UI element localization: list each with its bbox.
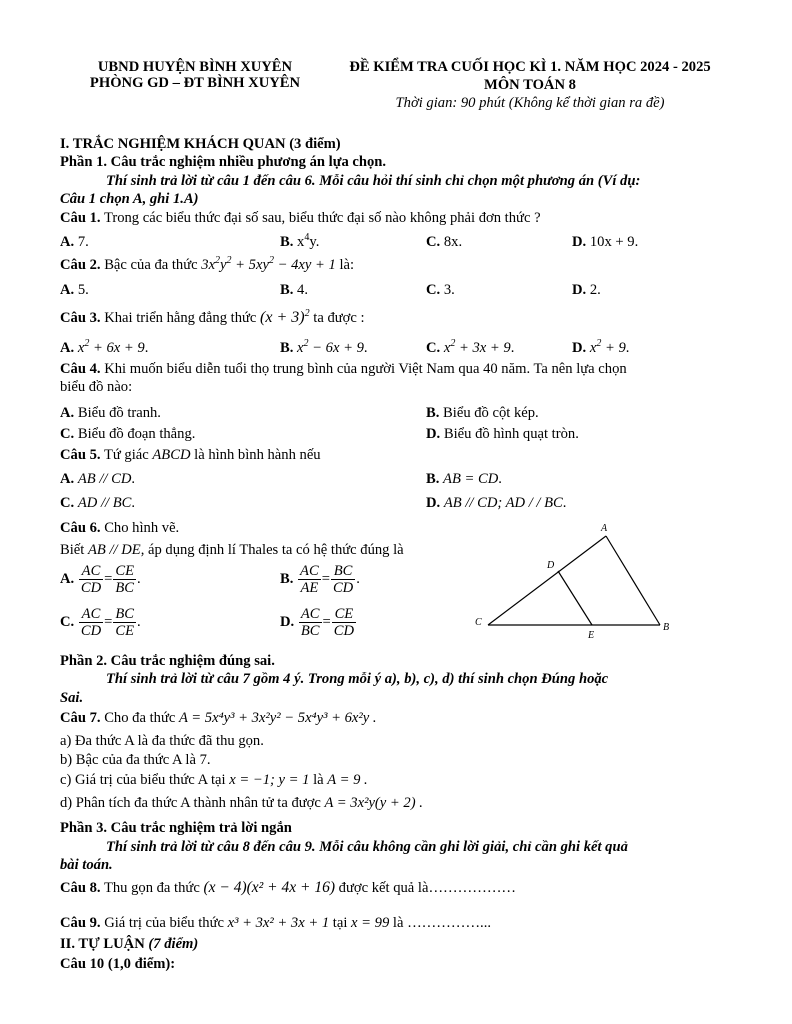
part-1-instruction: Thí sinh trả lời từ câu 1 đến câu 6. Mỗi câu hỏi thí sinh chỉ chọn một phương án (Ví dụ: (106, 173, 641, 189)
point-a-label: A (601, 523, 608, 534)
part-3-title: Phần 3. Câu trắc nghiệm trả lời ngắn (60, 820, 292, 836)
office-name: PHÒNG GD – ĐT BÌNH XUYÊN (89, 75, 301, 91)
section-2-title: II. TỰ LUẬN (7 điểm) (60, 936, 199, 952)
q4-option-c: C. Biểu đồ đoạn thẳng. (60, 426, 196, 442)
question-4: Câu 4. Khi muốn biểu diễn tuổi thọ trung bình của người Việt Nam qua 40 năm. Ta nên lựa chọn (60, 361, 627, 377)
part-2-instruction: Thí sinh trả lời từ câu 7 gồm 4 ý. Trong mỗi ý a), b), c), d) thí sinh chọn Đúng hoặc (106, 671, 609, 687)
q2-option-d: D. 2. (572, 282, 601, 298)
q1-option-a: A. 7. (60, 234, 89, 250)
exam-subject: MÔN TOÁN 8 (484, 77, 576, 93)
q4-option-b: B. Biểu đồ cột kép. (426, 405, 539, 421)
q7-statement-c: c) Giá trị của biểu thức A tại x = −1; y = 1 là A = 9 . (60, 772, 368, 788)
q1-option-b: B. $x^4y$. (280, 232, 320, 250)
q5-option-b: B. AB = CD. (426, 471, 502, 487)
q5-option-d: D. AB // CD; AD / / BC. (426, 495, 567, 511)
thales-figure (470, 520, 690, 645)
q4-option-d: D. Biểu đồ hình quạt tròn. (426, 426, 579, 442)
point-c-label: C (475, 617, 482, 628)
part-1-title: Phần 1. Câu trắc nghiệm nhiều phương án lựa chọn. (60, 154, 387, 170)
q6-option-a: A. $\frac{AC}{CD}$ = $\frac{CE}{BC}$ . (60, 563, 141, 596)
question-6: Câu 6. Cho hình vẽ. (60, 520, 180, 536)
part-2-title: Phần 2. Câu trắc nghiệm đúng sai. (60, 653, 275, 669)
q3-option-b: B. $x^2 - 6x + 9$. (280, 338, 368, 356)
section-1-title: I. TRẮC NGHIỆM KHÁCH QUAN (3 điểm) (60, 136, 341, 152)
q4-option-a: A. Biểu đồ tranh. (60, 405, 161, 421)
part-3-instruction-cont: bài toán. (60, 857, 113, 873)
segment-de (558, 571, 592, 625)
q7-statement-a: a) Đa thức A là đa thức đã thu gọn. (60, 733, 264, 749)
part-3-instruction: Thí sinh trả lời từ câu 8 đến câu 9. Mỗi câu không cần ghi lời giải, chỉ cần ghi kết quả (106, 839, 628, 855)
segment-ca (488, 536, 606, 625)
q5-option-c: C. AD // BC. (60, 495, 136, 511)
q3-option-a: A. $x^2 + 6x + 9$. (60, 338, 149, 356)
q6-option-b: B. $\frac{AC}{AE}$ = $\frac{BC}{CD}$ . (280, 563, 360, 596)
exam-title: ĐỀ KIỂM TRA CUỐI HỌC KÌ 1. NĂM HỌC 2024 - 2025 (349, 59, 711, 75)
question-6-cont: Biết AB // DE, áp dụng định lí Thales ta có hệ thức đúng là (60, 542, 404, 558)
point-b-label: B (663, 622, 670, 633)
question-9: Câu 9. Giá trị của biểu thức x³ + 3x² + 3x + 1 tại x = 99 là ……………... (60, 915, 492, 931)
q1-option-c: C. 8x. (426, 234, 463, 250)
q1-option-d: D. 10x + 9. (572, 234, 639, 250)
question-5: Câu 5. Tứ giác ABCD là hình bình hành nếu (60, 447, 321, 463)
q5-option-a: A. AB // CD. (60, 471, 136, 487)
q3-option-d: D. $x^2 + 9$. (572, 338, 630, 356)
exam-duration: Thời gian: 90 phút (Không kể thời gian ra đề) (395, 95, 665, 111)
q7-statement-d: d) Phân tích đa thức A thành nhân tử ta được A = 3x²y(y + 2) . (60, 795, 423, 811)
point-d-label: D (547, 560, 555, 571)
q3-option-c: C. $x^2 + 3x + 9$. (426, 338, 515, 356)
segment-ab (606, 536, 660, 625)
question-8: Câu 8. Thu gọn đa thức (x − 4)(x² + 4x + 16) được kết quả là……………… (60, 879, 517, 896)
question-10: Câu 10 (1,0 điểm): (60, 956, 176, 972)
q2-option-c: C. 3. (426, 282, 455, 298)
q2-option-a: A. 5. (60, 282, 89, 298)
question-1: Câu 1. Trong các biểu thức đại số sau, biểu thức đại số nào không phải đơn thức ? (60, 210, 541, 226)
question-4-cont: biểu đồ nào: (60, 379, 133, 395)
q6-option-d: D. $\frac{AC}{BC}$ = $\frac{CE}{CD}$ (280, 606, 355, 639)
part-2-instruction-cont: Sai. (60, 690, 84, 706)
question-2: Câu 2. Bậc của đa thức $3x^2y^2 + 5xy^2 - 4xy + 1$ là: (60, 255, 355, 273)
question-3: Câu 3. Khai triển hằng đẳng thức $(x + 3)^2$ ta được : (60, 308, 365, 326)
department-name: UBND HUYỆN BÌNH XUYÊN (97, 59, 293, 75)
part-1-instruction-cont: Câu 1 chọn A, ghi 1.A) (60, 191, 199, 207)
question-7: Câu 7. Cho đa thức A = 5x⁴y³ + 3x²y² − 5x⁴y³ + 6x²y . (60, 710, 377, 726)
point-e-label: E (588, 630, 595, 641)
q6-option-c: C. $\frac{AC}{CD}$ = $\frac{BC}{CE}$ . (60, 606, 141, 639)
q7-statement-b: b) Bậc của đa thức A là 7. (60, 752, 211, 768)
q2-option-b: B. 4. (280, 282, 308, 298)
